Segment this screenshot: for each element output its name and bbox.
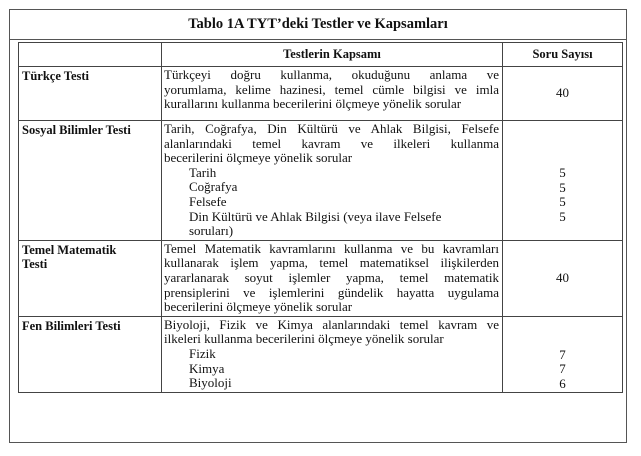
subject-counts: [503, 121, 623, 241]
test-scope: [162, 121, 503, 241]
question-count: 5: [559, 194, 566, 210]
subject-name: Din Kültürü ve Ahlak Bilgisi (veya ilave Felsefe: [189, 208, 442, 224]
question-count: 7: [559, 346, 566, 362]
test-name: Sosyal Bilimler Testi: [19, 121, 162, 241]
question-count: 5: [559, 165, 566, 180]
subject-name: Fizik: [189, 345, 216, 361]
test-scope: [162, 67, 503, 121]
scope-line: becerilerini ölçmeye yönelik sorular: [164, 150, 353, 166]
table-row: [19, 67, 623, 121]
subject-name: Felsefe: [189, 193, 227, 209]
scope-line: Tarih, Coğrafya, Din Kültürü ve Ahlak Bilgisi, Felsefe: [164, 121, 499, 136]
scope-line: kullanarak işlem yapma, temel matematiksel ilişkilerden: [164, 255, 499, 271]
scope-line: kurallarını kullanma becerilerini ölçmeye yönelik sorular: [164, 96, 462, 112]
header-scope: Testlerin Kapsamı: [162, 43, 503, 67]
test-scope: [162, 240, 503, 316]
subject-name-cont: soruları): [189, 223, 234, 239]
question-count: 5: [559, 179, 566, 195]
header-count: Soru Sayısı: [503, 43, 623, 67]
test-scope: [162, 316, 503, 392]
table-row: [19, 316, 623, 392]
subject-name: Tarih: [189, 164, 217, 180]
table-caption: Tablo 1A TYT’deki Testler ve Kapsamları: [10, 10, 626, 40]
scope-line: becerilerini ölçmeye yönelik sorular: [164, 299, 353, 315]
header-empty: [19, 43, 162, 67]
tests-table: [18, 42, 623, 393]
scope-line: Türkçeyi doğru kullanma, okuduğunu anlama ve: [164, 67, 499, 82]
question-count: 40: [503, 67, 623, 121]
subject-name: Biyoloji: [189, 375, 232, 391]
question-count: 7: [559, 361, 566, 377]
table-row: [19, 240, 623, 316]
test-name: Fen Bilimleri Testi: [19, 316, 162, 392]
subject-name: Kimya: [189, 360, 225, 376]
header-row: [19, 43, 623, 67]
question-count: 6: [559, 375, 566, 391]
scope-line: Temel Matematik kavramlarını kullanma ve bu kavramları: [164, 240, 499, 256]
test-name: Temel Matematik Testi: [19, 240, 162, 316]
test-name: Türkçe Testi: [19, 67, 162, 121]
subject-name: Coğrafya: [189, 179, 238, 195]
document-page: [9, 9, 627, 443]
scope-line: alanlarındaki temel kavram ve ilkeleri kullanma: [164, 135, 499, 151]
question-count: 40: [503, 240, 623, 316]
scope-line: ilkeleri kullanma becerilerini ölçmeye yönelik sorular: [164, 331, 444, 347]
subject-counts: [503, 316, 623, 392]
scope-line: prensiplerini ve işlemlerini gündelik hayatta uygulama: [164, 284, 499, 300]
scope-line: Biyoloji, Fizik ve Kimya alanlarındaki temel kavram ve: [164, 316, 499, 332]
table-row: [19, 121, 623, 241]
question-count: 5: [559, 208, 566, 224]
scope-line: yorumlama, kelime hazinesi, temel cümle bilgisi ve imla: [164, 81, 499, 97]
scope-line: yararlanarak soyut işlemler yapma, temel matematik: [164, 269, 499, 285]
